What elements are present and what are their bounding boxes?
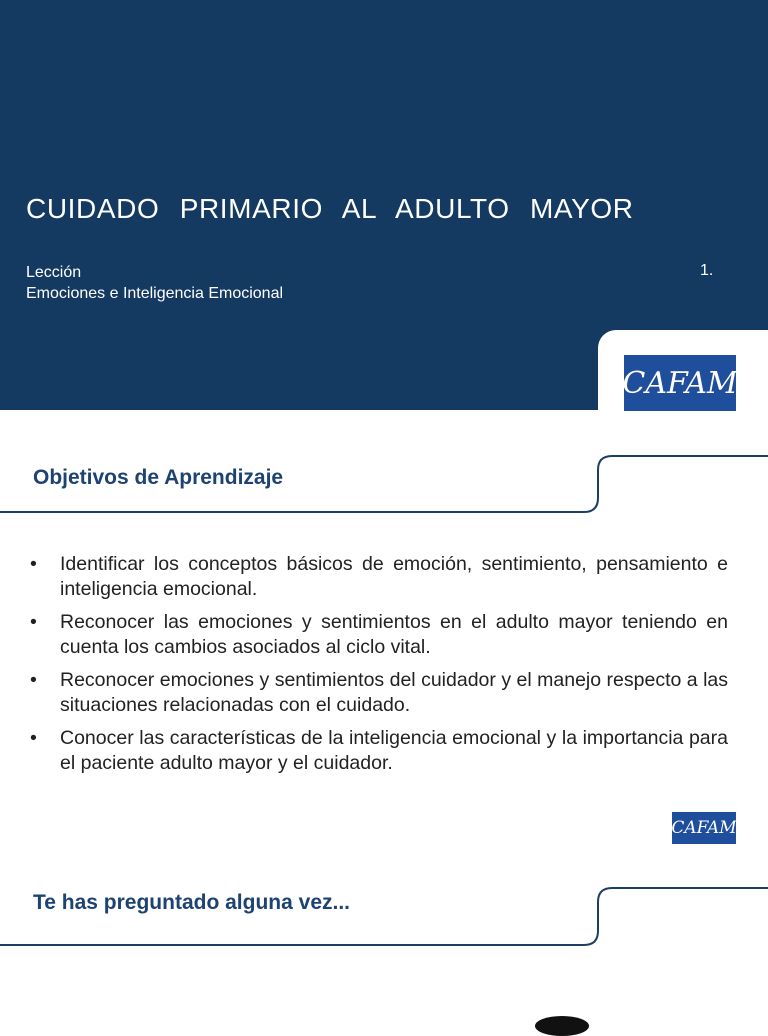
list-item: • Reconocer emociones y sentimientos del cuidador y el manejo respecto a las situaciones relacionadas con el cuidado. [30,668,728,718]
logo-text: CAFAM [622,365,738,401]
list-item: • Identificar los conceptos básicos de emoción, sentimiento, pensamiento e inteligencia emocional. [30,552,728,602]
list-item: • Reconocer las emociones y sentimientos en el adulto mayor teniendo en cuenta los cambios asociados al ciclo vital. [30,610,728,660]
cafam-logo [624,355,736,411]
image-fragment [535,1016,589,1036]
section-title-objectives: Objetivos de Aprendizaje [33,466,284,489]
section-divider [0,882,768,952]
list-item: • Conocer las características de la inteligencia emocional y la importancia para el paciente adulto mayor y el cuidador. [30,726,728,776]
lesson-name: Emociones e Inteligencia Emocional [26,285,284,302]
logo-text: CAFAM [671,818,737,838]
section-title-question: Te has preguntado alguna vez... [33,891,350,914]
cafam-logo-small [672,812,736,844]
course-title: CUIDADO PRIMARIO AL ADULTO MAYOR [26,193,634,224]
lesson-label: Lección [26,264,82,281]
section-divider [0,450,768,520]
objectives-list [30,552,728,784]
lesson-info [26,262,283,304]
lesson-number: 1. [700,262,714,279]
